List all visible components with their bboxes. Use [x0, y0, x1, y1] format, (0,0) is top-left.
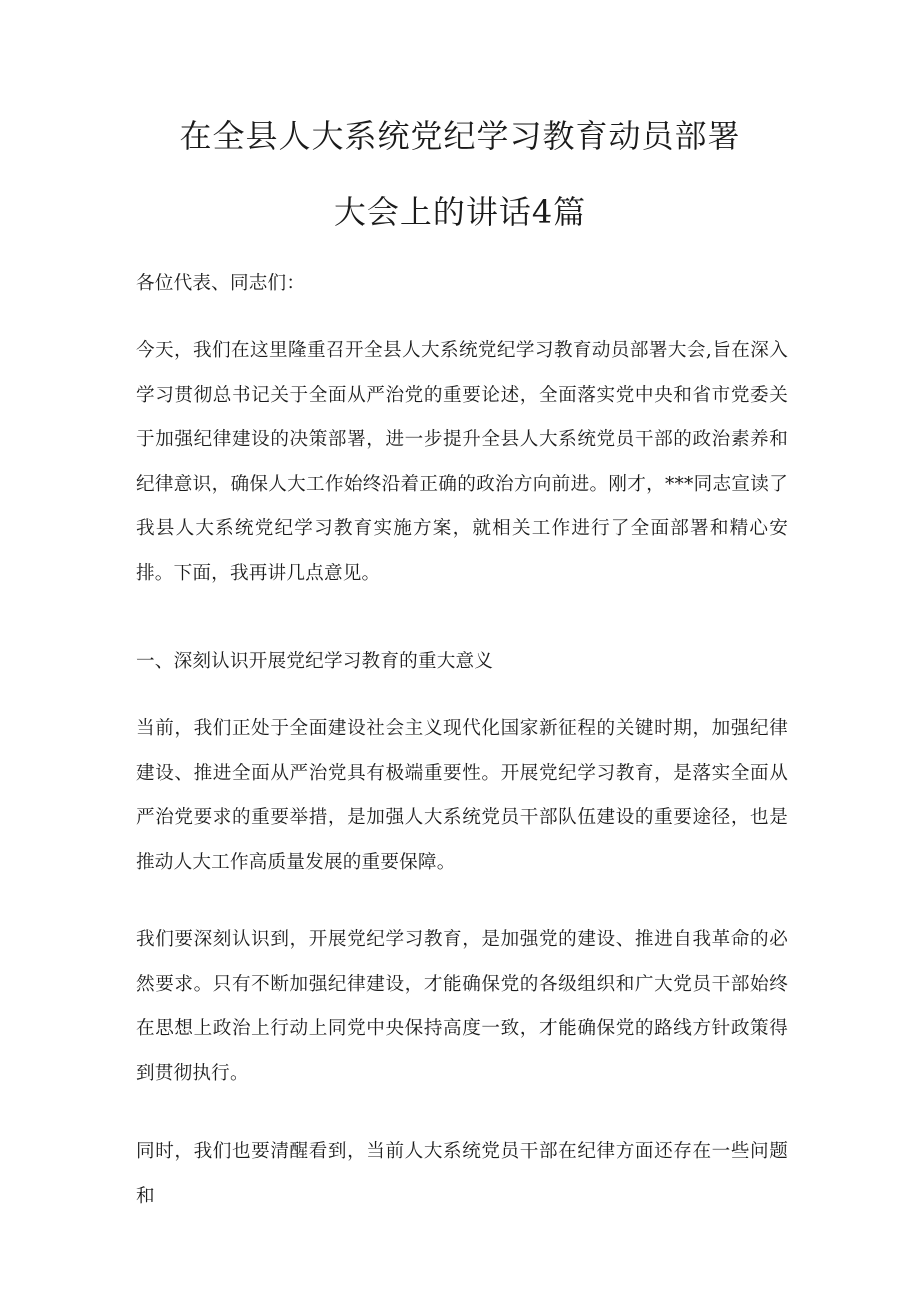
paragraph-problems: 同时，我们也要清醒看到，当前人大系统党员干部在纪律方面还存在一些问题和: [136, 1141, 788, 1207]
salutation: 各位代表、同志们：: [136, 273, 306, 294]
document-title-line-2: 大会上的讲话4篇: [333, 193, 587, 231]
section-heading-1: 一、深刻认识开展党纪学习教育的重大意义: [136, 651, 494, 672]
paragraph-significance: 当前，我们正处于全面建设社会主义现代化国家新征程的关键时期，加强纪律建设、推进全面从严治党具有极端重要性。开展党纪学习教育，是落实全面从严治党要求的重要举措，是加强人大系统党员干部队伍建设的重要途径，也是推动人大工作高质量发展的重要保障。: [136, 718, 788, 873]
document-title-line-1: 在全县人大系统党纪学习教育动员部署: [179, 117, 741, 155]
paragraph-opening: 今天，我们在这里隆重召开全县人大系统党纪学习教育动员部署大会,旨在深入学习贯彻总书记关于全面从严治党的重要论述，全面落实党中央和省市党委关于加强纪律建设的决策部署，进一步提升全县人大系统党员干部的政治素养和纪律意识，确保人大工作始终沿着正确的政治方向前进。刚才，***同志宣读了我县人大系统党纪学习教育实施方案，就相关工作进行了全面部署和精心安排。下面，我再讲几点意见。: [136, 340, 788, 584]
paragraph-requirement: 我们要深刻认识到，开展党纪学习教育，是加强党的建设、推进自我革命的必然要求。只有不断加强纪律建设，才能确保党的各级组织和广大党员干部始终在思想上政治上行动上同党中央保持高度一致，才能确保党的路线方针政策得到贯彻执行。: [136, 929, 788, 1084]
